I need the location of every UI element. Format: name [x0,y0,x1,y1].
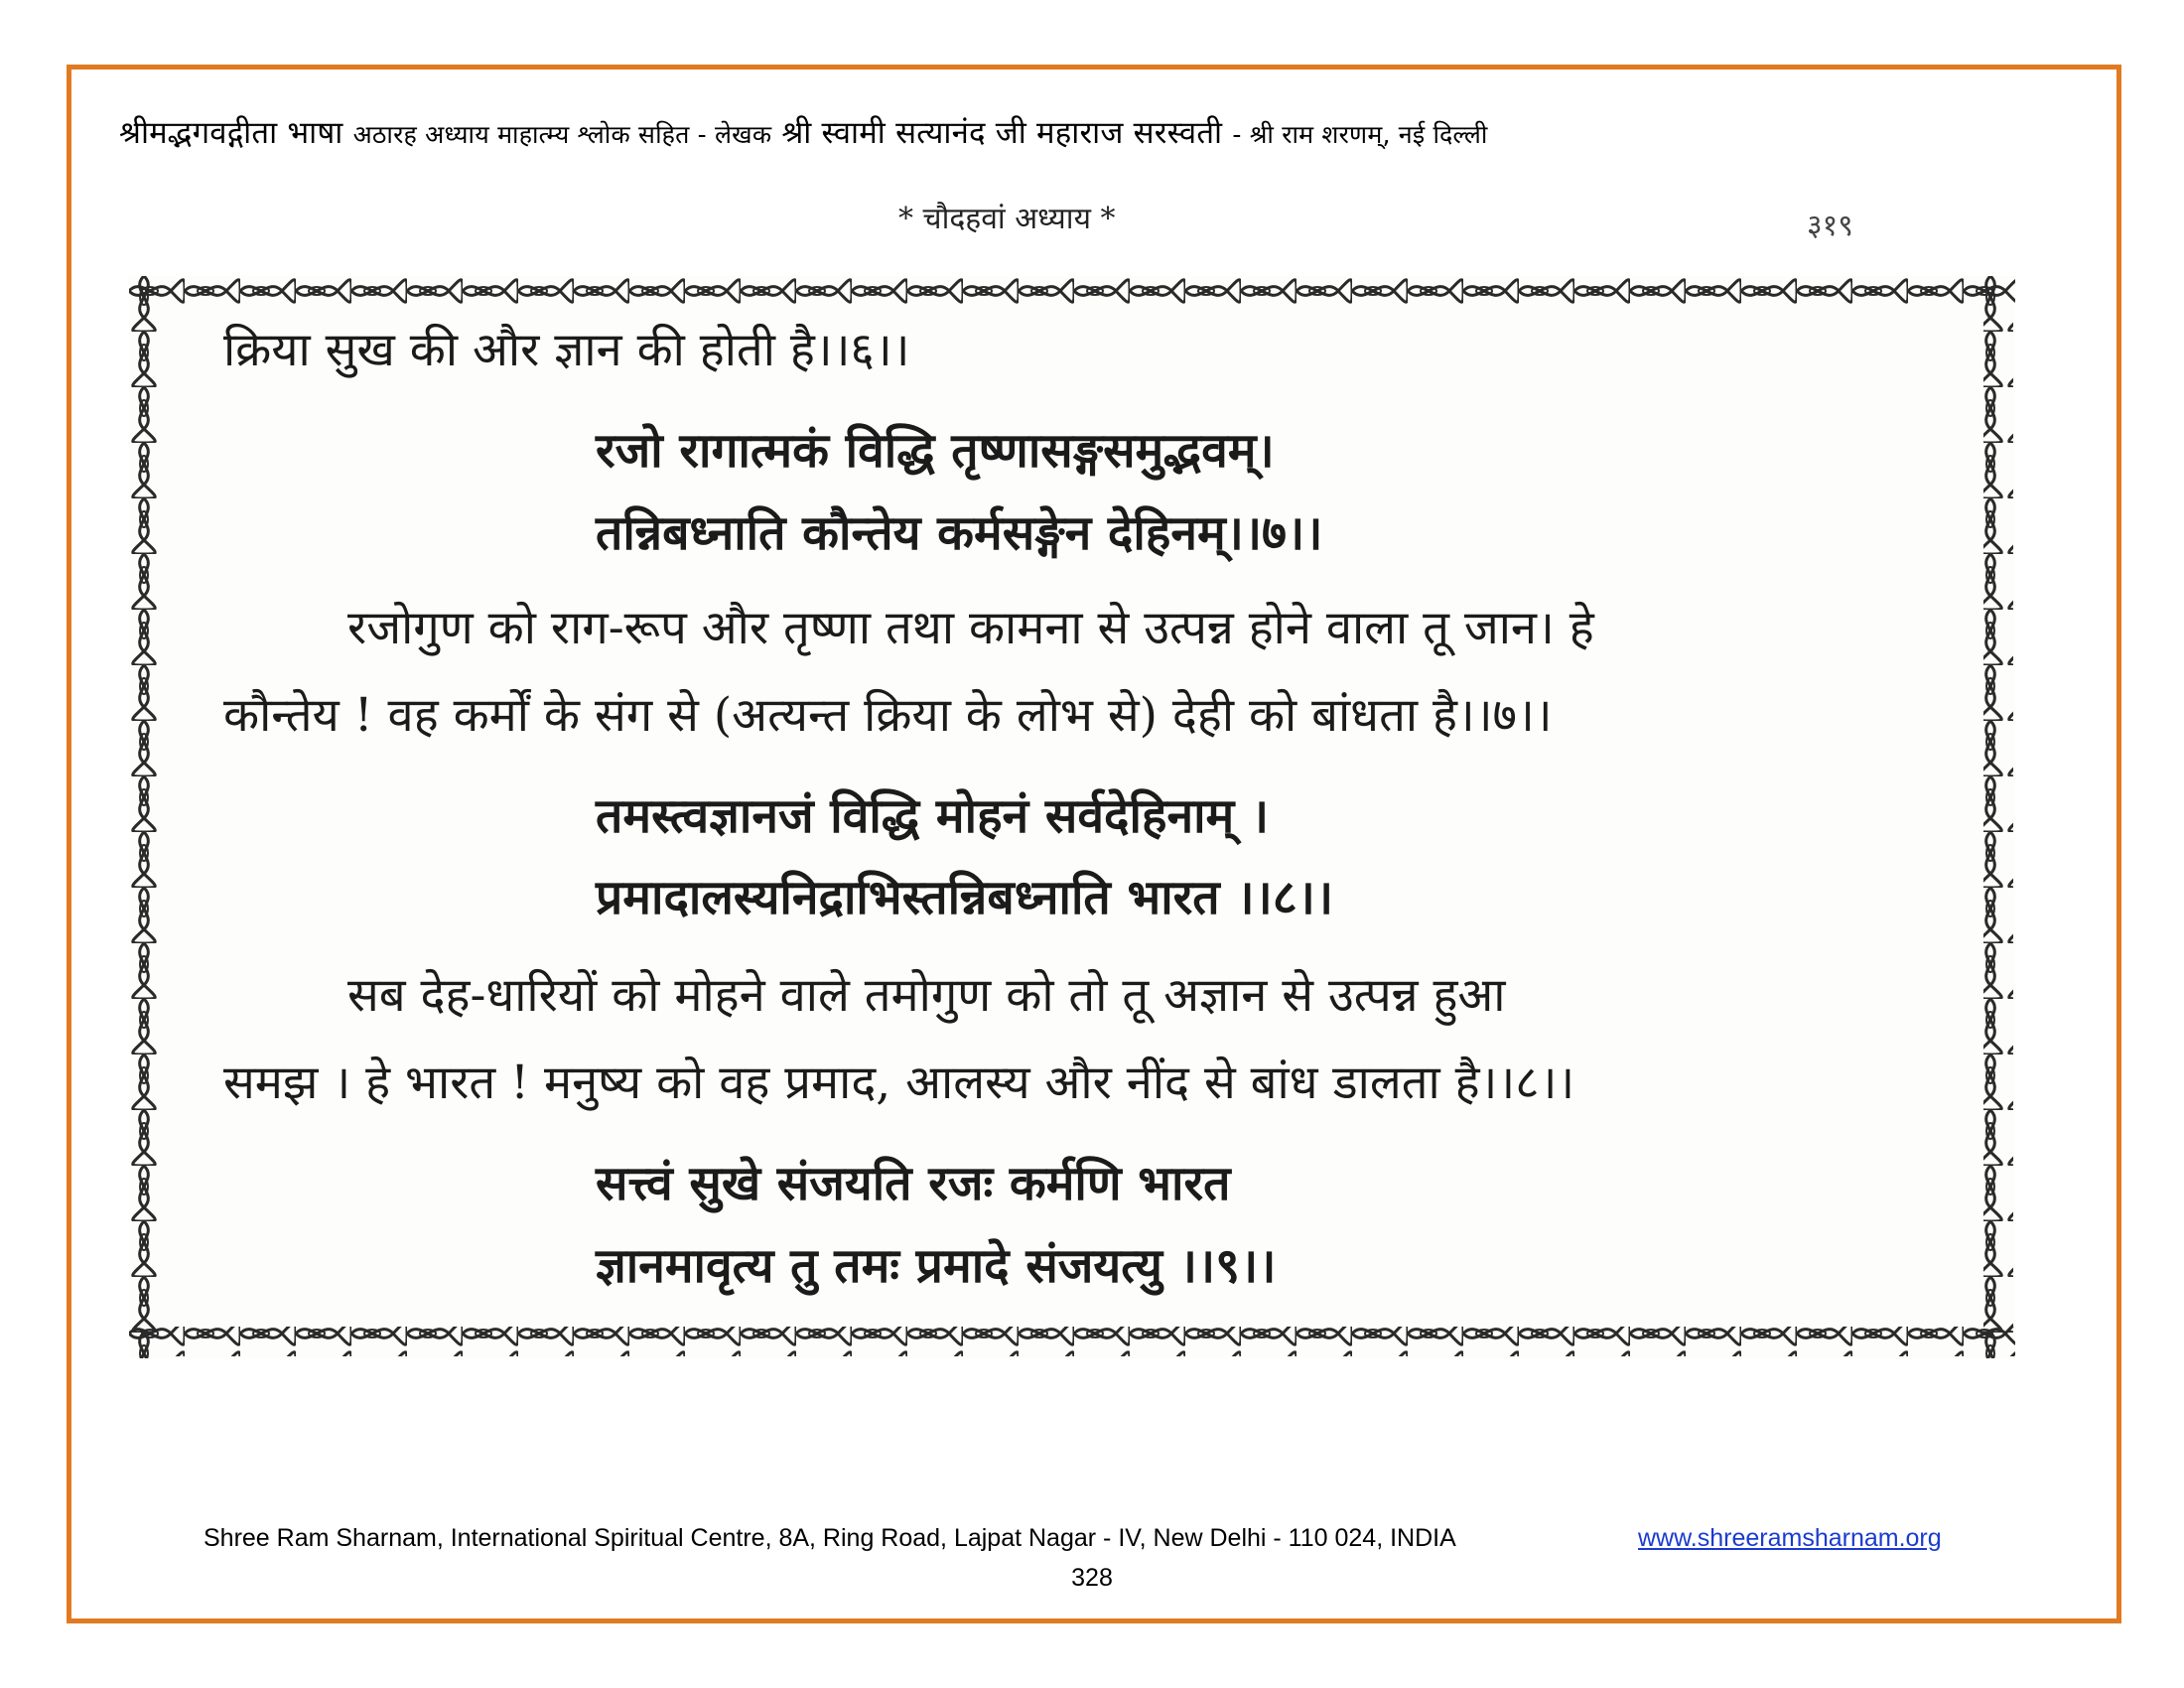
header-publisher: - श्री राम शरणम्, नई दिल्ली [1232,120,1488,149]
page-number: 328 [1071,1564,1113,1592]
translation-8-line-2: समझ । हे भारत ! मनुष्य को वह प्रमाद, आलस्य और नींद से बांध डालता है।।८।। [223,1055,1575,1110]
translation-8-line-1: सब देह-धारियों को मोहने वाले तमोगुण को तो तू अज्ञान से उत्पन्न हुआ [347,968,1506,1023]
verse-6-translation-end: क्रिया सुख की और ज्ञान की होती है।।६।। [223,323,910,377]
shloka-8-line-2: प्रमादालस्यनिद्राभिस्तन्निबध्नाति भारत ।।८।। [596,870,1334,925]
header-title: श्रीमद्भगवद्गीता भाषा [119,115,343,151]
scan-page-number: ३१९ [1807,209,1853,243]
translation-7-line-1: रजोगुण को राग-रूप और तृष्णा तथा कामना से उत्पन्न होने वाला तू जान। हे [347,601,1594,655]
shloka-8-line-1: तमस्त्वज्ञानजं विद्धि मोहनं सर्वदेहिनाम् । [596,788,1270,844]
website-link[interactable]: www.shreeramsharnam.org [1638,1524,1942,1552]
header-author: श्री स्वामी सत्यानंद जी महाराज सरस्वती [781,115,1223,151]
shloka-9-line-1: सत्त्वं सुखे संजयति रजः कर्मणि भारत [596,1156,1231,1211]
translation-7-line-2: कौन्तेय ! वह कर्मों के संग से (अत्यन्त क्रिया के लोभ से) देही को बांधता है।।७।। [223,688,1553,743]
header-subtitle: अठारह अध्याय माहात्म्य श्लोक सहित - लेखक [352,120,772,149]
document-header [119,111,2065,153]
footer-address: Shree Ram Sharnam, International Spiritual Centre, 8A, Ring Road, Lajpat Nagar - IV, New Delhi - 110 024, INDIA [204,1524,1456,1552]
shloka-7-line-1: रजो रागात्मकं विद्धि तृष्णासङ्गसमुद्भवम्। [596,423,1275,479]
chapter-title: * चौदहवां अध्याय * [898,202,1116,236]
shloka-7-line-2: तन्निबध्नाति कौन्तेय कर्मसङ्गेन देहिनम्।।७।। [596,505,1323,561]
shloka-9-line-2: ज्ञानमावृत्य तु तमः प्रमादे संजयत्यु ।।९।। [596,1238,1277,1294]
scanned-page [129,276,2015,1358]
